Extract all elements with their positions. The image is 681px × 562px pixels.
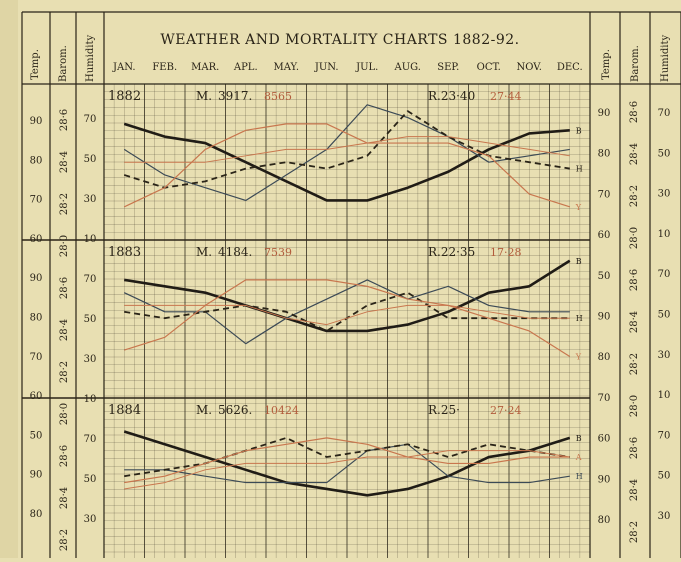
left-humidity-tick: 10 xyxy=(84,234,97,245)
series-end-label: Y xyxy=(575,203,582,212)
right-humidity-tick: 70 xyxy=(658,108,671,119)
right-temp-tick: 90 xyxy=(598,474,611,485)
right-barom-tick: 28·4 xyxy=(629,479,640,501)
right-temp-tick: 80 xyxy=(598,149,611,160)
mortality-label: M. xyxy=(196,245,212,259)
left-temp-tick: 50 xyxy=(30,430,43,441)
right-humidity-tick: 70 xyxy=(658,269,671,280)
month-label: SEP. xyxy=(437,62,459,73)
mortality-red-value: 8565 xyxy=(264,90,292,103)
month-label: DEC. xyxy=(557,62,583,73)
right-barom-tick: 28·6 xyxy=(629,101,640,123)
right-barom-tick: 28·6 xyxy=(629,269,640,291)
left-barom-tick: 28·0 xyxy=(59,235,70,257)
mortality-label: M. xyxy=(196,89,212,103)
right-humidity-tick: 10 xyxy=(658,390,671,401)
left-temp-tick: 80 xyxy=(30,509,43,520)
right-temp-tick: 60 xyxy=(598,434,611,445)
left-temp-header: Temp. xyxy=(30,49,41,80)
mortality-value: 4184. xyxy=(218,245,252,259)
right-temp-tick: 90 xyxy=(598,108,611,119)
left-temp-tick: 80 xyxy=(30,313,43,324)
series-end-label: H xyxy=(576,314,583,323)
left-barom-tick: 28·4 xyxy=(59,487,70,509)
left-temp-tick: 60 xyxy=(30,234,43,245)
right-humidity-tick: 50 xyxy=(658,148,671,159)
month-label: AUG. xyxy=(394,62,421,73)
left-barom-tick: 28·6 xyxy=(59,277,70,299)
month-label: JUN. xyxy=(314,62,339,73)
rate-red-value: 17·28 xyxy=(490,246,522,259)
right-barom-tick: 28·4 xyxy=(629,143,640,165)
left-temp-tick: 60 xyxy=(30,391,43,402)
left-temp-tick: 90 xyxy=(30,470,43,481)
right-barom-tick: 28·0 xyxy=(629,395,640,417)
left-humidity-tick: 50 xyxy=(84,314,97,325)
right-humidity-tick: 50 xyxy=(658,471,671,482)
panel-year: 1882 xyxy=(108,89,141,104)
rate-label: R.22·35 xyxy=(428,245,475,259)
right-humidity-tick: 50 xyxy=(658,310,671,321)
rate-label: R.23·40 xyxy=(428,89,475,103)
right-humidity-tick: 30 xyxy=(658,189,671,200)
left-humidity-tick: 50 xyxy=(84,474,97,485)
month-label: MAY. xyxy=(273,62,299,73)
right-barom-tick: 28·6 xyxy=(629,437,640,459)
left-barom-tick: 28·4 xyxy=(59,151,70,173)
mortality-value: 5626. xyxy=(218,403,252,417)
series-end-label: H xyxy=(576,165,583,174)
right-humidity-header: Humidity xyxy=(660,35,671,82)
left-temp-tick: 90 xyxy=(30,273,43,284)
page-edge xyxy=(0,0,18,558)
left-humidity-tick: 30 xyxy=(84,194,97,205)
left-temp-tick: 80 xyxy=(30,155,43,166)
right-temp-tick: 80 xyxy=(598,352,611,363)
month-label: OCT. xyxy=(477,62,501,73)
rate-label: R.25· xyxy=(428,403,460,417)
right-temp-tick: 70 xyxy=(598,393,611,404)
month-label: JAN. xyxy=(112,62,136,73)
panel-year: 1884 xyxy=(108,403,141,418)
left-temp-tick: 70 xyxy=(30,195,43,206)
month-label: APL. xyxy=(233,62,258,73)
left-humidity-tick: 30 xyxy=(84,514,97,525)
series-end-label: Y xyxy=(575,352,582,361)
right-barom-header: Barom. xyxy=(630,45,641,82)
right-humidity-tick: 70 xyxy=(658,430,671,441)
left-barom-tick: 28·4 xyxy=(59,319,70,341)
left-barom-tick: 28·2 xyxy=(59,361,70,383)
mortality-red-value: 7539 xyxy=(264,246,292,259)
right-temp-header: Temp. xyxy=(601,49,612,80)
right-temp-tick: 90 xyxy=(598,312,611,323)
month-label: MAR. xyxy=(191,62,219,73)
left-humidity-tick: 50 xyxy=(84,154,97,165)
series-end-label: B xyxy=(576,434,582,443)
panel-year: 1883 xyxy=(108,245,141,260)
right-temp-tick: 80 xyxy=(598,515,611,526)
right-temp-tick: 70 xyxy=(598,189,611,200)
left-barom-tick: 28·2 xyxy=(59,529,70,551)
left-barom-tick: 28·6 xyxy=(59,445,70,467)
mortality-value: 3917. xyxy=(218,89,252,103)
left-barom-tick: 28·6 xyxy=(59,109,70,131)
left-barom-tick: 28·0 xyxy=(59,403,70,425)
left-humidity-tick: 70 xyxy=(84,114,97,125)
month-label: JUL. xyxy=(355,62,378,73)
left-humidity-tick: 10 xyxy=(84,394,97,405)
series-end-label: B xyxy=(576,126,582,135)
mortality-label: M. xyxy=(196,403,212,417)
series-end-label: H xyxy=(576,472,583,481)
series-end-label: A xyxy=(575,453,582,462)
right-barom-tick: 28·2 xyxy=(629,185,640,207)
month-label: FEB. xyxy=(152,62,177,73)
chart-title: WEATHER AND MORTALITY CHARTS 1882-92. xyxy=(160,32,519,48)
right-humidity-tick: 30 xyxy=(658,511,671,522)
right-humidity-tick: 30 xyxy=(658,350,671,361)
left-humidity-tick: 70 xyxy=(84,434,97,445)
mortality-red-value: 10424 xyxy=(264,404,299,417)
right-barom-tick: 28·2 xyxy=(629,521,640,543)
rate-red-value: 27·44 xyxy=(490,90,522,103)
right-humidity-tick: 10 xyxy=(658,229,671,240)
left-temp-tick: 90 xyxy=(30,116,43,127)
series-end-label: B xyxy=(576,257,582,266)
right-temp-tick: 60 xyxy=(598,230,611,241)
month-label: NOV. xyxy=(517,62,542,73)
right-barom-tick: 28·4 xyxy=(629,311,640,333)
left-barom-tick: 28·2 xyxy=(59,193,70,215)
right-temp-tick: 50 xyxy=(598,271,611,282)
left-humidity-tick: 30 xyxy=(84,354,97,365)
right-barom-tick: 28·0 xyxy=(629,227,640,249)
left-humidity-tick: 70 xyxy=(84,274,97,285)
right-barom-tick: 28·2 xyxy=(629,353,640,375)
left-barom-header: Barom. xyxy=(58,45,69,82)
left-humidity-header: Humidity xyxy=(85,35,96,82)
left-temp-tick: 70 xyxy=(30,352,43,363)
rate-red-value: 27·24 xyxy=(490,404,522,417)
